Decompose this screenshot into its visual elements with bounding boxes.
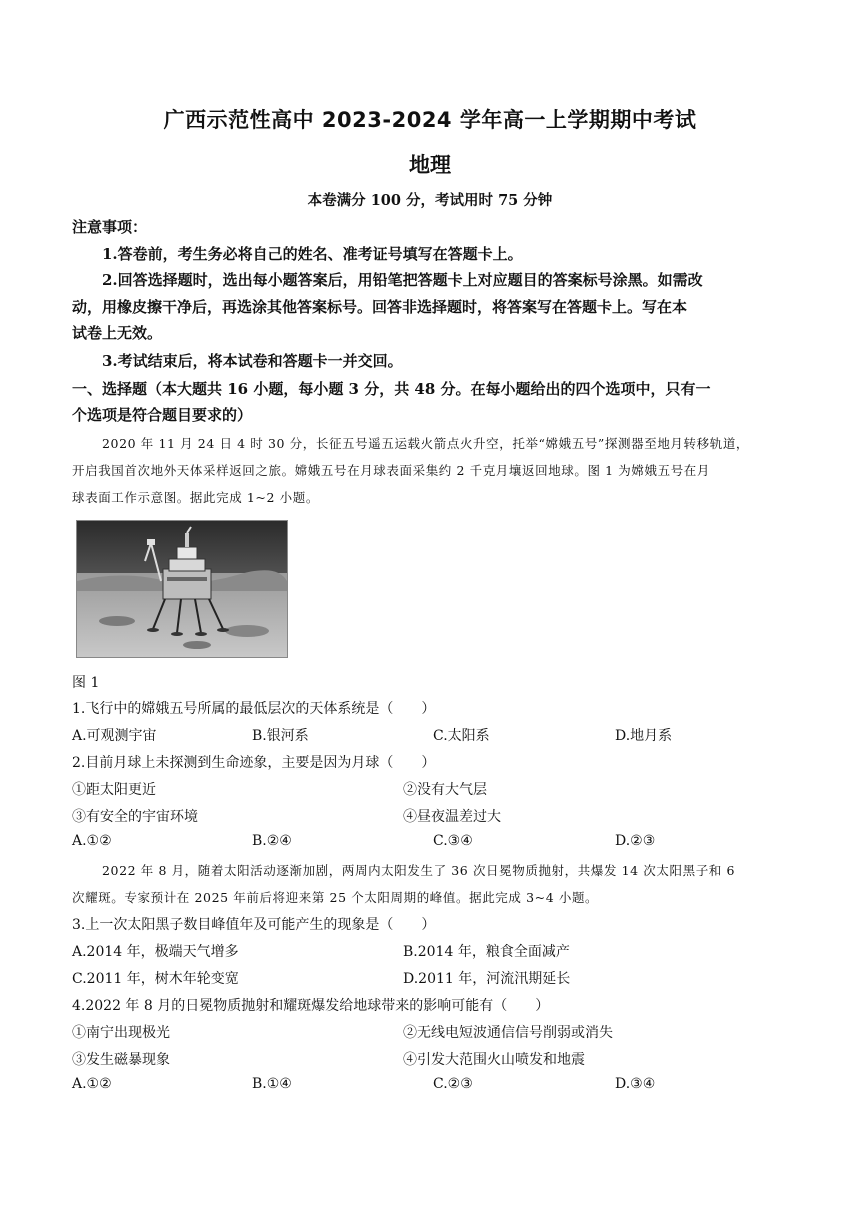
notice-heading: 注意事项： xyxy=(72,218,148,236)
question-1-stem: 1.飞行中的嫦娥五号所属的最低层次的天体系统是（ ） xyxy=(72,701,436,717)
question-4-option-b[interactable]: B.①④ xyxy=(252,1076,292,1092)
question-4-option-a[interactable]: A.①② xyxy=(72,1076,112,1092)
question-2-statement-3: ③有安全的宇宙环境 xyxy=(72,809,198,825)
question-2-stem: 2.目前月球上未探测到生命迹象，主要是因为月球（ ） xyxy=(72,755,436,771)
question-2-option-d[interactable]: D.②③ xyxy=(615,833,656,849)
lander-illustration xyxy=(77,521,287,657)
exam-title: 广西示范性高中 2023-2024 学年高一上学期期中考试 xyxy=(163,108,697,132)
passage-1-line-1: 2020 年 11 月 24 日 4 时 30 分，长征五号遥五运载火箭点火升空，托举“嫦娥五号”探测器至地月转移轨道， xyxy=(102,436,750,451)
question-4-option-d[interactable]: D.③④ xyxy=(615,1076,656,1092)
passage-1-line-3: 球表面工作示意图。据此完成 1~2 小题。 xyxy=(72,490,319,505)
exam-info: 本卷满分 100 分，考试用时 75 分钟 xyxy=(307,192,553,209)
notice-item-3: 3.考试结束后，将本试卷和答题卡一并交回。 xyxy=(102,352,403,370)
passage-2-line-2: 次耀斑。专家预计在 2025 年前后将迎来第 25 个太阳周期的峰值。据此完成 3~4 小题。 xyxy=(72,890,599,905)
question-4-statement-4: ④引发大范围火山喷发和地震 xyxy=(403,1052,585,1068)
subject-title: 地理 xyxy=(409,153,451,177)
figure-1-lander-image xyxy=(76,520,288,658)
question-4-statement-3: ③发生磁暴现象 xyxy=(72,1052,170,1068)
section-heading-line-2: 个选项是符合题目要求的） xyxy=(72,406,253,424)
question-1-option-a[interactable]: A.可观测宇宙 xyxy=(72,728,157,744)
question-3-stem: 3.上一次太阳黑子数目峰值年及可能产生的现象是（ ） xyxy=(72,917,436,933)
question-1-option-d[interactable]: D.地月系 xyxy=(615,728,673,744)
figure-1-caption: 图 1 xyxy=(72,675,100,691)
question-3-option-b[interactable]: B.2014 年，粮食全面减产 xyxy=(403,944,570,960)
notice-item-2-line-2: 动，用橡皮擦干净后，再选涂其他答案标号。回答非选择题时，将答案写在答题卡上。写在本 xyxy=(72,298,688,316)
question-3-option-a[interactable]: A.2014 年，极端天气增多 xyxy=(72,944,239,960)
question-4-statement-1: ①南宁出现极光 xyxy=(72,1025,170,1041)
question-1-option-b[interactable]: B.银河系 xyxy=(252,728,309,744)
question-3-option-d[interactable]: D.2011 年，河流汛期延长 xyxy=(403,971,571,987)
section-heading-line-1: 一、选择题（本大题共 16 小题，每小题 3 分，共 48 分。在每小题给出的四个选项中，只有一 xyxy=(72,380,711,398)
question-2-statement-2: ②没有大气层 xyxy=(403,782,487,798)
question-4-stem: 4.2022 年 8 月的日冕物质抛射和耀斑爆发给地球带来的影响可能有（ ） xyxy=(72,998,550,1014)
notice-item-2-line-3: 试卷上无效。 xyxy=(72,324,163,342)
passage-2-line-1: 2022 年 8 月，随着太阳活动逐渐加剧，两周内太阳发生了 36 次日冕物质抛射，共爆发 14 次太阳黑子和 6 xyxy=(102,863,736,878)
notice-item-1: 1.答卷前，考生务必将自己的姓名、准考证号填写在答题卡上。 xyxy=(102,245,523,263)
question-4-option-c[interactable]: C.②③ xyxy=(433,1076,473,1092)
question-2-option-c[interactable]: C.③④ xyxy=(433,833,473,849)
question-4-statement-2: ②无线电短波通信信号削弱或消失 xyxy=(403,1025,613,1041)
question-2-option-b[interactable]: B.②④ xyxy=(252,833,292,849)
question-3-option-c[interactable]: C.2011 年，树木年轮变宽 xyxy=(72,971,239,987)
question-2-statement-4: ④昼夜温差过大 xyxy=(403,809,501,825)
question-2-statement-1: ①距太阳更近 xyxy=(72,782,156,798)
question-1-option-c[interactable]: C.太阳系 xyxy=(433,728,490,744)
question-2-option-a[interactable]: A.①② xyxy=(72,833,112,849)
notice-item-2-line-1: 2.回答选择题时，选出每小题答案后，用铅笔把答题卡上对应题目的答案标号涂黑。如需改 xyxy=(102,271,703,289)
passage-1-line-2: 开启我国首次地外天体采样返回之旅。嫦娥五号在月球表面采集约 2 千克月壤返回地球。图 1 为嫦娥五号在月 xyxy=(72,463,711,478)
